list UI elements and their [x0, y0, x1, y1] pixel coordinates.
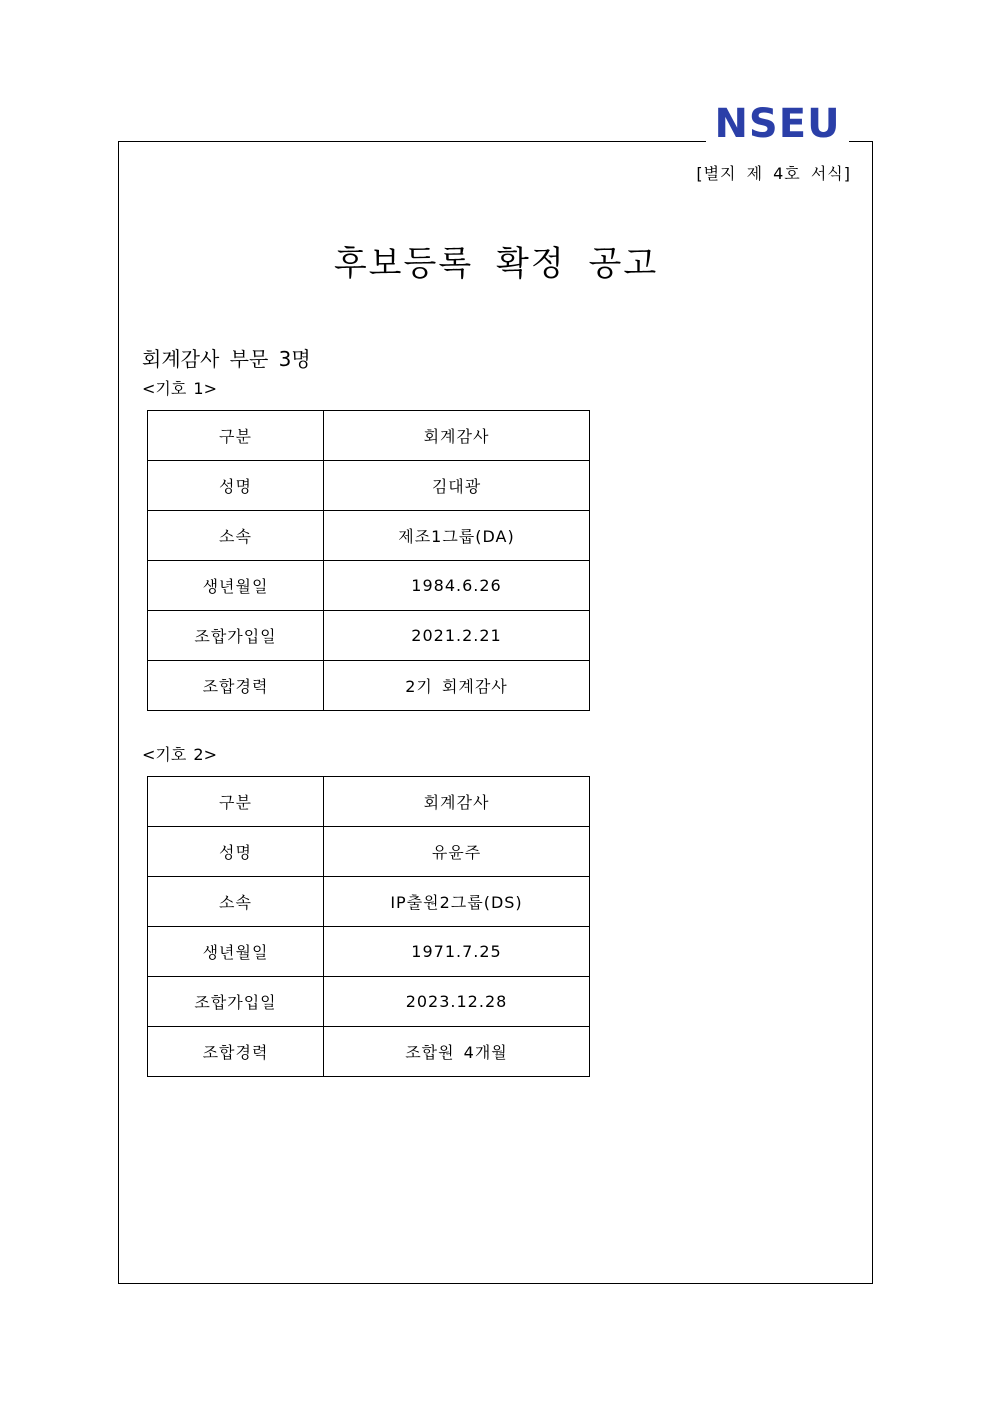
field-label-affiliation: 소속	[148, 511, 324, 561]
table-row	[148, 511, 590, 561]
field-label-category: 구분	[148, 777, 324, 827]
candidate-1-table	[147, 410, 590, 711]
table-row	[148, 461, 590, 511]
field-label-join-date: 조합가입일	[148, 977, 324, 1027]
table-row	[148, 927, 590, 977]
nseu-logo: NSEU	[706, 100, 849, 148]
table-row	[148, 1027, 590, 1077]
candidate-2-table	[147, 776, 590, 1077]
field-value-birthdate: 1971.7.25	[324, 927, 590, 977]
field-value-join-date: 2021.2.21	[324, 611, 590, 661]
field-value-name: 유윤주	[324, 827, 590, 877]
field-label-birthdate: 생년월일	[148, 927, 324, 977]
candidate-2-label: <기호 2>	[142, 745, 217, 764]
field-value-union-career: 조합원 4개월	[324, 1027, 590, 1077]
field-value-union-career: 2기 회계감사	[324, 661, 590, 711]
field-label-name: 성명	[148, 827, 324, 877]
table-row	[148, 877, 590, 927]
field-label-name: 성명	[148, 461, 324, 511]
field-label-affiliation: 소속	[148, 877, 324, 927]
table-row	[148, 611, 590, 661]
form-number-label: [별지 제 4호 서식]	[696, 164, 851, 183]
field-value-birthdate: 1984.6.26	[324, 561, 590, 611]
field-value-category: 회계감사	[324, 777, 590, 827]
field-label-join-date: 조합가입일	[148, 611, 324, 661]
field-value-affiliation: IP출원2그룹(DS)	[324, 877, 590, 927]
field-label-birthdate: 생년월일	[148, 561, 324, 611]
table-row	[148, 777, 590, 827]
table-row	[148, 661, 590, 711]
field-value-affiliation: 제조1그룹(DA)	[324, 511, 590, 561]
section-heading: 회계감사 부문 3명	[142, 347, 311, 371]
field-label-union-career: 조합경력	[148, 661, 324, 711]
field-label-category: 구분	[148, 411, 324, 461]
table-row	[148, 827, 590, 877]
candidate-1-label: <기호 1>	[142, 379, 217, 398]
table-row	[148, 411, 590, 461]
table-row	[148, 977, 590, 1027]
field-label-union-career: 조합경력	[148, 1027, 324, 1077]
table-row	[148, 561, 590, 611]
field-value-join-date: 2023.12.28	[324, 977, 590, 1027]
document-frame	[118, 141, 873, 1284]
field-value-category: 회계감사	[324, 411, 590, 461]
field-value-name: 김대광	[324, 461, 590, 511]
document-title: 후보등록 확정 공고	[333, 244, 659, 284]
